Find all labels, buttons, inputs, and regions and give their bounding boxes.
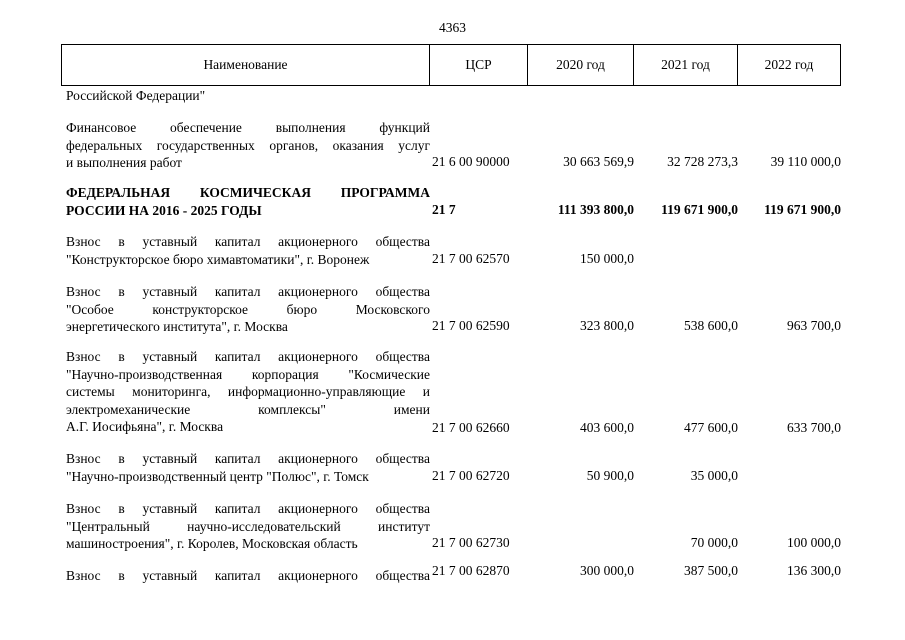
row-value-2020: 30 663 569,9 <box>563 154 634 169</box>
table-header <box>61 44 841 86</box>
row-text-line: А.Г. Иосифьяна", г. Москва <box>66 419 224 434</box>
row-value-2021: 538 600,0 <box>684 318 738 333</box>
row-csr: 21 7 00 62730 <box>432 535 510 550</box>
row-text-line: РОССИИ НА 2016 - 2025 ГОДЫ <box>66 202 262 218</box>
row-value-2021: 32 728 273,3 <box>667 154 738 169</box>
table-row-name <box>66 283 430 336</box>
row-value-2020: 50 900,0 <box>586 468 634 483</box>
row-value-2020: 323 800,0 <box>580 318 634 333</box>
header-2021: 2021 год <box>634 45 738 85</box>
row-text-line: системы мониторинга, информационно-управляющие и <box>66 384 430 399</box>
row-csr: 21 7 <box>432 202 456 217</box>
row-value-2020: 403 600,0 <box>580 420 634 435</box>
row-value-2022: 39 110 000,0 <box>770 154 841 169</box>
table-row-name <box>66 450 430 485</box>
row-text-line: и выполнения работ <box>66 155 182 170</box>
row-value-2022: 633 700,0 <box>787 420 841 435</box>
row-value-2022: 119 671 900,0 <box>764 202 841 217</box>
header-2020: 2020 год <box>528 45 634 85</box>
row-value-2020: 111 393 800,0 <box>557 202 634 217</box>
row-value-2021: 35 000,0 <box>690 468 738 483</box>
row-value-2022: 963 700,0 <box>787 318 841 333</box>
header-csr: ЦСР <box>430 45 528 85</box>
row-text-line: федеральных государственных органов, оказания услуг <box>66 137 430 153</box>
row-csr: 21 6 00 90000 <box>432 154 510 169</box>
table-row-name <box>66 348 430 436</box>
row-value-2020: 300 000,0 <box>580 563 634 578</box>
row-text-line: Взнос в уставный капитал акционерного общества <box>66 451 430 466</box>
header-name: Наименование <box>62 45 430 85</box>
row-value-2022: 136 300,0 <box>787 563 841 578</box>
row-text-line: ФЕДЕРАЛЬНАЯ КОСМИЧЕСКАЯ ПРОГРАММА <box>66 185 430 200</box>
page-number: 4363 <box>439 20 466 35</box>
row-text-line: Взнос в уставный капитал акционерного общества <box>66 234 430 249</box>
table-row-name <box>66 567 430 585</box>
row-csr: 21 7 00 62720 <box>432 468 510 483</box>
table-row-name <box>66 184 430 219</box>
row-value-2021: 119 671 900,0 <box>661 202 738 217</box>
row-text-line: Взнос в уставный капитал акционерного общества <box>66 284 430 299</box>
row-value-2022: 100 000,0 <box>787 535 841 550</box>
table-row-name <box>66 500 430 553</box>
row-text-line: Взнос в уставный капитал акционерного общества <box>66 501 430 516</box>
row-value-2021: 387 500,0 <box>684 563 738 578</box>
row-text-line: Взнос в уставный капитал акционерного общества <box>66 568 430 583</box>
row-text-line: энергетического института", г. Москва <box>66 319 288 334</box>
row-text-line: "Научно-производственный центр "Полюс", г. Томск <box>66 468 369 484</box>
row-text-line: машиностроения", г. Королев, Московская область <box>66 536 358 551</box>
row-csr: 21 7 00 62590 <box>432 318 510 333</box>
row-value-2020: 150 000,0 <box>580 251 634 266</box>
table-row-name <box>66 87 430 105</box>
row-text-line: Взнос в уставный капитал акционерного общества <box>66 349 430 364</box>
row-text-line: Финансовое обеспечение выполнения функций <box>66 120 430 135</box>
row-text-line: "Конструкторское бюро химавтоматики", г. Воронеж <box>66 251 370 267</box>
row-text-line: "Научно-производственная корпорация "Космические <box>66 366 430 382</box>
header-2022: 2022 год <box>764 57 814 72</box>
row-text-line: электромеханические комплексы" имени <box>66 401 430 417</box>
row-csr: 21 7 00 62660 <box>432 420 510 435</box>
table-row-name <box>66 119 430 172</box>
row-csr: 21 7 00 62570 <box>432 251 510 266</box>
row-csr: 21 7 00 62870 <box>432 563 510 578</box>
row-text-line: Российской Федерации" <box>66 88 206 103</box>
row-text-line: "Центральный научно-исследовательский институт <box>66 518 430 534</box>
row-value-2021: 70 000,0 <box>690 535 738 550</box>
row-text-line: "Особое конструкторское бюро Московского <box>66 301 430 317</box>
table-row-name <box>66 233 430 268</box>
row-value-2021: 477 600,0 <box>684 420 738 435</box>
